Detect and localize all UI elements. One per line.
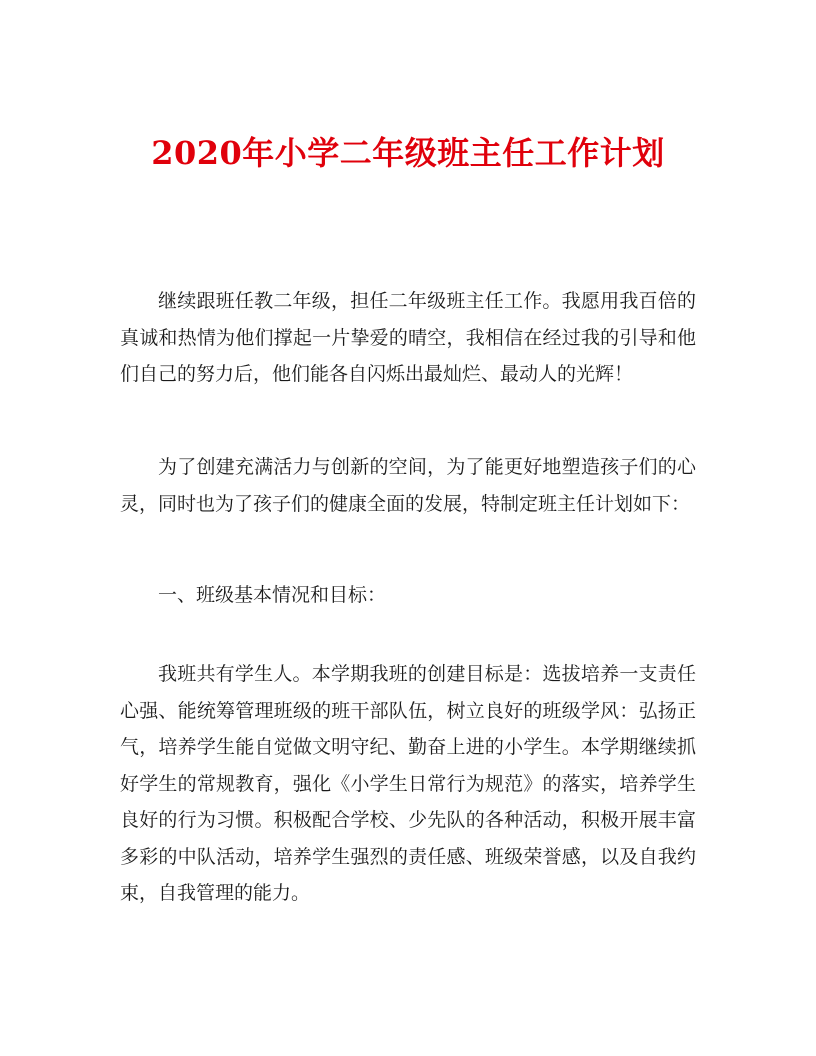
- paragraph-text: 我班共有学生人。本学期我班的创建目标是：选拔培养一支责任心强、能统筹管理班级的班干部队伍，树立良好的班级学风：弘扬正气，培养学生能自觉做文明守纪、勤奋上进的小学生。本学期继续抓好学生的常规教育，强化《小学生日常行为规范》的落实，培养学生良好的行为习惯。积极配合学校、少先队的各种活动，积极开展丰富多彩的中队活动，培养学生强烈的责任感、班级荣誉感，以及自我约束，自我管理的能力。: [120, 663, 696, 904]
- document-title: 2020年小学二年级班主任工作计划: [151, 134, 665, 173]
- section-heading-class-overview: [120, 577, 696, 614]
- section-heading-text: 一、班级基本情况和目标：: [158, 584, 387, 606]
- paragraph-intro: [120, 283, 696, 393]
- paragraph-class-goals: [120, 656, 696, 912]
- paragraph-text: 为了创建充满活力与创新的空间，为了能更好地塑造孩子们的心灵，同时也为了孩子们的健康全面的发展，特制定班主任计划如下：: [120, 456, 696, 515]
- paragraph-text: 继续跟班任教二年级，担任二年级班主任工作。我愿用我百倍的真诚和热情为他们撑起一片挚爱的晴空，我相信在经过我的引导和他们自己的努力后，他们能各自闪烁出最灿烂、最动人的光辉！: [120, 290, 696, 385]
- paragraph-purpose: [120, 449, 696, 522]
